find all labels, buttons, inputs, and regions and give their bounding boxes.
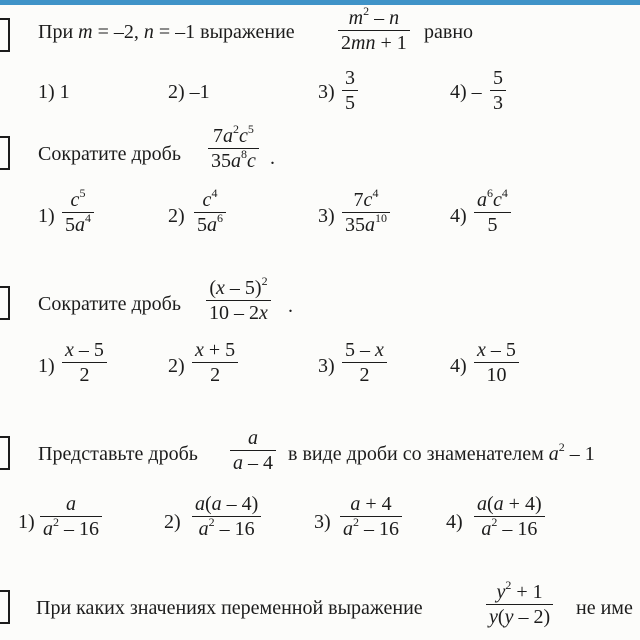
task-5-prompt-end: не име	[576, 597, 633, 619]
task-2-option-4[interactable]: $a^6c^4$ 5	[474, 190, 511, 235]
task-3-expression: (x – 5)$^2$ 10 – 2x	[206, 278, 271, 323]
task-3-period: .	[288, 295, 293, 317]
task-2-prompt: Сократите дробь	[38, 143, 181, 165]
task-1-option-3[interactable]: 3 5	[342, 68, 358, 113]
task-4-expression: a a – 4	[230, 428, 276, 473]
task-3-option-1[interactable]: x – 5 2	[62, 340, 107, 385]
task-2-period: .	[270, 147, 275, 169]
task-1-option-1[interactable]: 1) 1	[38, 81, 70, 103]
task-2-option-2-label[interactable]: 2)	[168, 205, 185, 227]
task-1-expression: $m^2$ – n 2mn + 1	[338, 8, 410, 53]
task-4-option-1-label[interactable]: 1)	[18, 511, 35, 533]
task-2-option-1-label[interactable]: 1)	[38, 205, 55, 227]
task-2-option-1[interactable]: $c^5$ $5a^4$	[62, 190, 94, 235]
task-1-prompt-end: равно	[424, 21, 474, 43]
task-3-option-4-label[interactable]: 4)	[450, 355, 467, 377]
task-1-option-4-label[interactable]: 4) –	[450, 81, 482, 103]
task-4-option-3-label[interactable]: 3)	[314, 511, 331, 533]
task-3-option-1-label[interactable]: 1)	[38, 355, 55, 377]
task-3-prompt: Сократите дробь	[38, 293, 181, 315]
task-2-option-2[interactable]: $c^4$ $5a^6$	[194, 190, 226, 235]
task-3-option-2[interactable]: x + 5 2	[192, 340, 238, 385]
task-1-option-4[interactable]: 5 3	[490, 68, 506, 113]
task-2-option-3-label[interactable]: 3)	[318, 205, 335, 227]
answer-checkbox-2[interactable]	[0, 136, 10, 170]
top-accent-bar	[0, 0, 640, 5]
task-2-option-3[interactable]: $7c^4$ $35a^{10}$	[342, 190, 390, 235]
task-4-option-2-label[interactable]: 2)	[164, 511, 181, 533]
task-2-option-4-label[interactable]: 4)	[450, 205, 467, 227]
answer-checkbox-1[interactable]	[0, 18, 10, 52]
task-5-prompt: При каких значениях переменной выражение	[36, 597, 423, 619]
task-1-option-3-label[interactable]: 3)	[318, 81, 335, 103]
task-4-option-4[interactable]: a(a + 4) $a^2 - 16$	[474, 494, 545, 539]
task-5-expression: $y^2 + 1$ y(y – 2)	[486, 582, 553, 627]
task-3-option-3[interactable]: 5 – x 2	[342, 340, 387, 385]
task-4-option-2[interactable]: a(a – 4) $a^2 - 16$	[192, 494, 261, 539]
task-4-option-1[interactable]: a $a^2 - 16$	[40, 494, 102, 539]
task-4-prompt-end: в виде дроби со знаменателем $a^2 - 1$	[288, 440, 595, 465]
task-4-option-4-label[interactable]: 4)	[446, 511, 463, 533]
task-1-prompt: При m = –2, n = –1 выражение	[38, 21, 295, 43]
task-4-option-3[interactable]: a + 4 $a^2 - 16$	[340, 494, 402, 539]
task-3-option-4[interactable]: x – 5 10	[474, 340, 519, 385]
answer-checkbox-3[interactable]	[0, 286, 10, 320]
task-3-option-3-label[interactable]: 3)	[318, 355, 335, 377]
task-3-option-2-label[interactable]: 2)	[168, 355, 185, 377]
task-4-prompt: Представьте дробь	[38, 443, 198, 465]
answer-checkbox-4[interactable]	[0, 436, 10, 470]
answer-checkbox-5[interactable]	[0, 590, 10, 624]
task-1-option-2[interactable]: 2) –1	[168, 81, 210, 103]
task-2-expression: $7a^2c^5$ $35a^8c$	[208, 126, 259, 171]
